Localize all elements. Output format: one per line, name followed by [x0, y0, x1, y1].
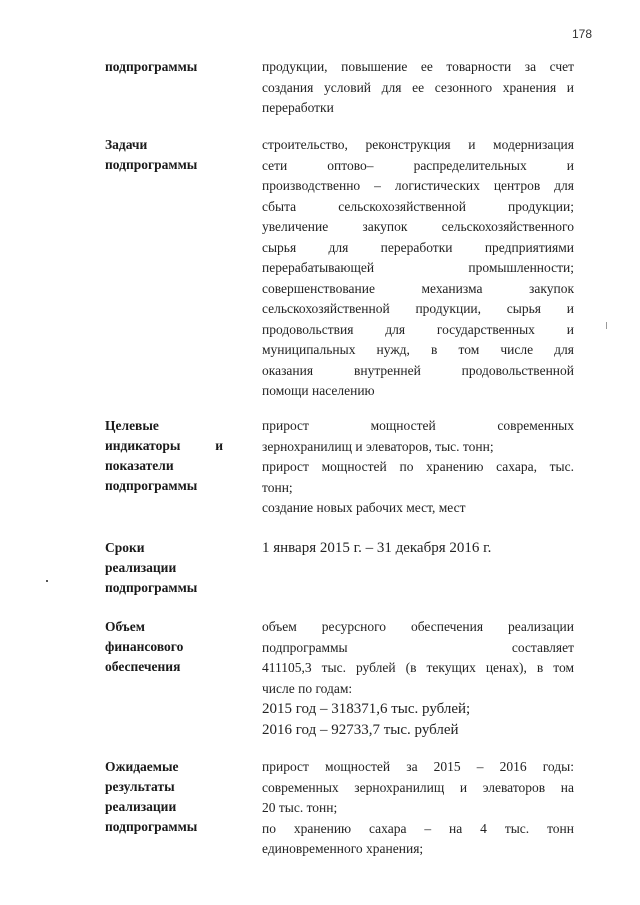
- content-line: помощи населению: [262, 383, 375, 398]
- label-line: реализации: [105, 799, 177, 814]
- label-line: подпрограммы: [105, 478, 198, 493]
- content-line: прирост мощностей по хранению сахара, тыс.: [262, 459, 574, 474]
- content-line: зернохранилищ и элеваторов, тыс. тонн;: [262, 438, 494, 454]
- content-line: 20 тыс. тонн;: [262, 800, 338, 815]
- section-label: [105, 538, 223, 598]
- page-number: 178: [572, 27, 593, 41]
- section-content: [262, 617, 574, 740]
- section-content: [262, 757, 574, 860]
- label-line: подпрограммы: [105, 819, 198, 834]
- content-line: производственно – логистических центров для: [262, 178, 574, 193]
- content-line: строительство, реконструкция и модернизация: [262, 137, 574, 152]
- section-label: [105, 416, 223, 496]
- scan-speck: [46, 580, 48, 582]
- content-line: совершенствование механизма закупок: [262, 280, 574, 296]
- label-line: Объем: [105, 619, 145, 634]
- section-content: [262, 135, 574, 402]
- content-line: муниципальных нужд, в том числе для: [262, 342, 574, 357]
- label-line: результаты: [105, 779, 175, 794]
- content-line: продовольствия для государственных и: [262, 321, 574, 337]
- section-label: [105, 135, 223, 175]
- content-line: подпрограммы составляет: [262, 639, 574, 655]
- content-line: прирост мощностей за 2015 – 2016 годы:: [262, 759, 574, 774]
- label-line: финансового: [105, 639, 184, 654]
- content-line: числе по годам:: [262, 680, 353, 696]
- content-line: создание новых рабочих мест, мест: [262, 500, 466, 515]
- section-label: [105, 57, 223, 77]
- content-line: 2015 год – 318371,6 тыс. рублей;: [262, 701, 471, 717]
- section-content: [262, 538, 574, 559]
- label-line: подпрограммы: [105, 157, 198, 172]
- label-line: индикаторы и: [105, 438, 223, 453]
- label-line: реализации: [105, 560, 177, 575]
- section-content: [262, 416, 574, 519]
- content-line: 411105,3 тыс. рублей (в текущих ценах), в том: [262, 660, 574, 675]
- label-line: Целевые: [105, 418, 159, 433]
- section-content: [262, 57, 574, 119]
- content-line: продукции, повышение ее товарности за счет: [262, 59, 574, 74]
- content-line: сбыта сельскохозяйственной продукции;: [262, 198, 574, 214]
- label-line: показатели: [105, 458, 174, 473]
- scan-speck: [606, 322, 607, 329]
- label-line: подпрограммы: [105, 59, 198, 74]
- label-line: Сроки: [105, 540, 145, 555]
- content-line: сельскохозяйственной продукции, сырья и: [262, 301, 574, 316]
- label-line: обеспечения: [105, 659, 181, 674]
- content-line: 2016 год – 92733,7 тыс. рублей: [262, 721, 459, 738]
- content-line: переработки: [262, 100, 334, 115]
- section-label: [105, 617, 223, 677]
- content-line: современных зернохранилищ и элеваторов на: [262, 779, 574, 795]
- content-line: 1 января 2015 г. – 31 декабря 2016 г.: [262, 540, 492, 556]
- content-line: создания условий для ее сезонного хранения и: [262, 79, 574, 95]
- content-line: объем ресурсного обеспечения реализации: [262, 619, 574, 634]
- content-line: тонн;: [262, 479, 293, 495]
- content-line: сети оптово– распределительных и: [262, 157, 574, 173]
- content-line: по хранению сахара – на 4 тыс. тонн: [262, 820, 574, 836]
- label-line: Ожидаемые: [105, 759, 179, 774]
- content-line: оказания внутренней продовольственной: [262, 362, 574, 378]
- content-line: прирост мощностей современных: [262, 418, 574, 433]
- content-line: перерабатывающей промышленности;: [262, 260, 574, 275]
- label-line: подпрограммы: [105, 580, 198, 595]
- label-line: Задачи: [105, 137, 148, 152]
- content-line: единовременного хранения;: [262, 841, 424, 856]
- section-label: [105, 757, 223, 837]
- content-line: увеличение закупок сельскохозяйственного: [262, 219, 574, 234]
- content-line: сырья для переработки предприятиями: [262, 239, 574, 255]
